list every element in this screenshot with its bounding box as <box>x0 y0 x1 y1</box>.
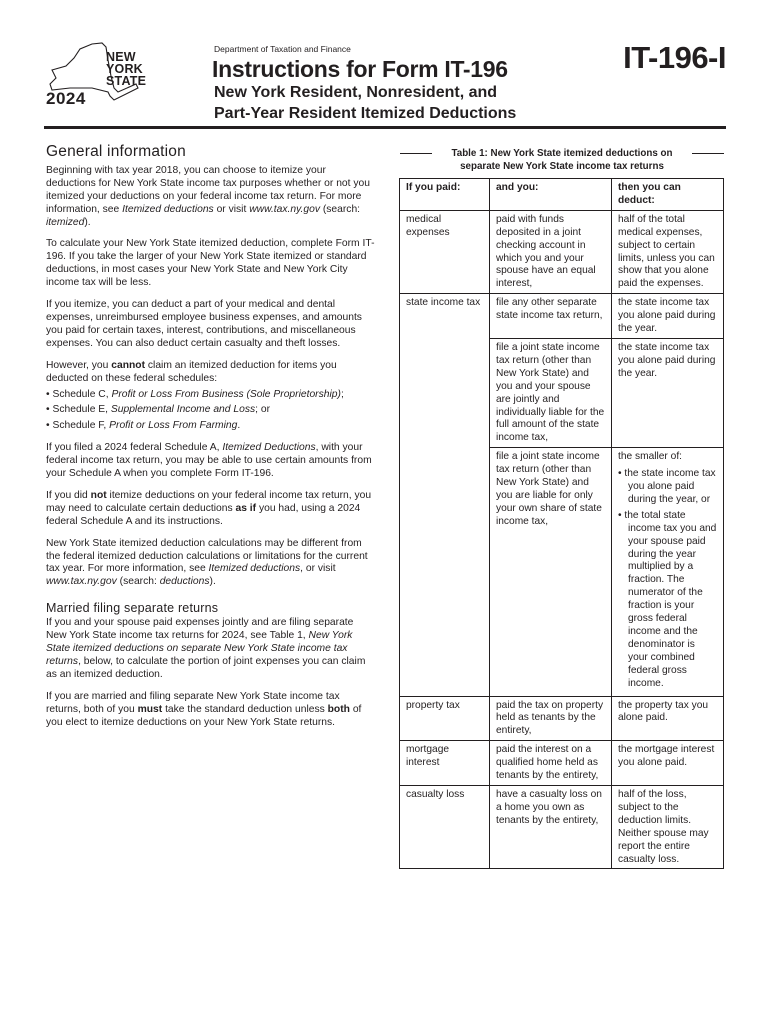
table-row <box>400 210 724 293</box>
general-information-heading: General information <box>46 143 186 160</box>
table-cell: half of the loss, subject to the deduction limits. Neither spouse may report the entire casualty loss. <box>612 785 724 868</box>
table-cell: the property tax you alone paid. <box>612 696 724 741</box>
general-paragraph-4: However, you cannot claim an itemized deduction for items you deducted on these federal schedules: <box>46 359 337 384</box>
subtitle-line-1: New York Resident, Nonresident, and <box>214 84 498 101</box>
general-paragraph-1: Beginning with tax year 2018, you can choose to itemize your deductions for New York State income tax purposes whether or not you itemized your deductions on your federal income tax return. For more information, see Itemized deductions or visit www.tax.ny.gov (search: itemized). <box>46 164 370 228</box>
tax-website-link[interactable]: www.tax.ny.gov <box>46 576 117 588</box>
form-number: IT-196-I <box>623 40 726 75</box>
header-divider <box>44 126 726 129</box>
general-paragraph-2: To calculate your New York State itemized deduction, complete Form IT-196. If you take the larger of your New York State itemized or standard deductions, in most cases your New York State and New York City income tax will be less. <box>46 238 375 289</box>
nys-logo <box>44 40 156 114</box>
general-paragraph-6: If you did not itemize deductions on your federal income tax return, you may need to calculate certain deductions as if you had, using a 2024 federal Schedule A and its instructions. <box>46 489 372 527</box>
table-row <box>400 696 724 741</box>
logo-text-york: YORK <box>106 62 143 76</box>
married-paragraph-2: If you are married and filing separate New York State income tax returns, both of you must take the standard deduction unless both of you elect to itemize deductions on your New York State returns. <box>46 690 362 728</box>
table-cell: file a joint state income tax return (other than New York State) and you and your spouse are jointly and individually liable for the full amount of the state income tax, <box>490 338 612 447</box>
row-label-mortgage-interest: mortgage interest <box>400 741 490 786</box>
table-cell: paid with funds deposited in a joint checking account in which you and your spouse have an equal interest, <box>490 210 612 293</box>
row-label-state-income-tax: state income tax <box>400 294 490 696</box>
page-title: Instructions for Form IT-196 <box>212 56 508 82</box>
table-cell: the state income tax you alone paid during the year. <box>612 294 724 339</box>
federal-schedules-list <box>46 389 376 434</box>
left-column <box>46 143 376 738</box>
table-cell: file any other separate state income tax return, <box>490 294 612 339</box>
married-filing-heading: Married filing separate returns <box>46 601 219 616</box>
logo-text-new: NEW <box>106 50 136 64</box>
row-label-medical: medical expenses <box>400 210 490 293</box>
deductions-table <box>399 178 724 869</box>
table-caption-line-1: Table 1: New York State itemized deductions on <box>451 148 673 159</box>
table-cell: paid the tax on property held as tenants by the entirety, <box>490 696 612 741</box>
column-header-paid: If you paid: <box>400 179 490 211</box>
department-name: Department of Taxation and Finance <box>214 44 351 54</box>
column-header-and: and you: <box>490 179 612 211</box>
smaller-of-list <box>618 468 717 690</box>
table-cell: the state income tax you alone paid during the year. <box>612 338 724 447</box>
list-item: • Schedule C, Profit or Loss From Business (Sole Proprietorship); <box>46 388 344 400</box>
general-paragraph-7: New York State itemized deduction calculations may be different from the federal itemized deduction calculations or limitations for the current tax year. For more information, see Itemized deductions, or visit www.tax.ny.gov (search: deductions). <box>46 537 368 588</box>
table-cell: half of the total medical expenses, subject to certain limits, unless you can show that you alone paid the expenses. <box>612 210 724 293</box>
table-cell: the mortgage interest you alone paid. <box>612 741 724 786</box>
table-cell <box>612 448 724 696</box>
caption-rule-right <box>692 153 724 154</box>
table-caption-line-2: separate New York State income tax returns <box>460 160 664 172</box>
table-row <box>400 785 724 868</box>
subtitle-line-2: Part-Year Resident Itemized Deductions <box>214 105 517 122</box>
table-cell: have a casualty loss on a home you own as tenants by the entirety, <box>490 785 612 868</box>
table-row <box>400 294 724 339</box>
table-header-row <box>400 179 724 211</box>
table-cell: file a joint state income tax return (other than New York State) and you are liable for only your own share of state income tax, <box>490 448 612 696</box>
row-label-casualty-loss: casualty loss <box>400 785 490 868</box>
general-paragraph-3: If you itemize, you can deduct a part of your medical and dental expenses, unreimbursed employee business expenses, and amounts you paid for certain taxes, interest, contributions, and miscellaneous expenses. You can also deduct certain casualty and theft losses. <box>46 299 362 349</box>
row-label-property-tax: property tax <box>400 696 490 741</box>
list-item: • the state income tax you alone paid during the year, or <box>618 468 716 505</box>
list-item: • Schedule F, Profit or Loss From Farming. <box>46 420 241 432</box>
page-subtitle <box>214 82 644 124</box>
list-item: • Schedule E, Supplemental Income and Loss; or <box>46 404 271 416</box>
tax-website-link[interactable]: www.tax.ny.gov <box>249 203 320 215</box>
column-header-deduct: then you can deduct: <box>612 179 724 211</box>
table-cell: paid the interest on a qualified home held as tenants by the entirety, <box>490 741 612 786</box>
logo-year: 2024 <box>46 89 86 108</box>
table-caption <box>400 148 724 173</box>
caption-rule-left <box>400 153 432 154</box>
logo-text-state: STATE <box>106 74 147 88</box>
list-item: • the total state income tax you and your spouse paid during the year multiplied by a fraction. The numerator of the fraction is your gross federal income and the denominator is your combined federal gross income. <box>618 509 717 689</box>
general-paragraph-5: If you filed a 2024 federal Schedule A, Itemized Deductions, with your federal income tax return, you may be able to use certain amounts from your Schedule A when you complete Form IT-196. <box>46 442 372 480</box>
married-paragraph-1: If you and your spouse paid expenses jointly and are filing separate New York State income tax returns for 2024, see Table 1, New York State itemized deductions on separate New York State income tax returns, below, to calculate the portion of joint expenses you can claim as an itemized deduction. <box>46 617 366 680</box>
table-row <box>400 741 724 786</box>
smaller-of-intro: the smaller of: <box>618 451 682 463</box>
